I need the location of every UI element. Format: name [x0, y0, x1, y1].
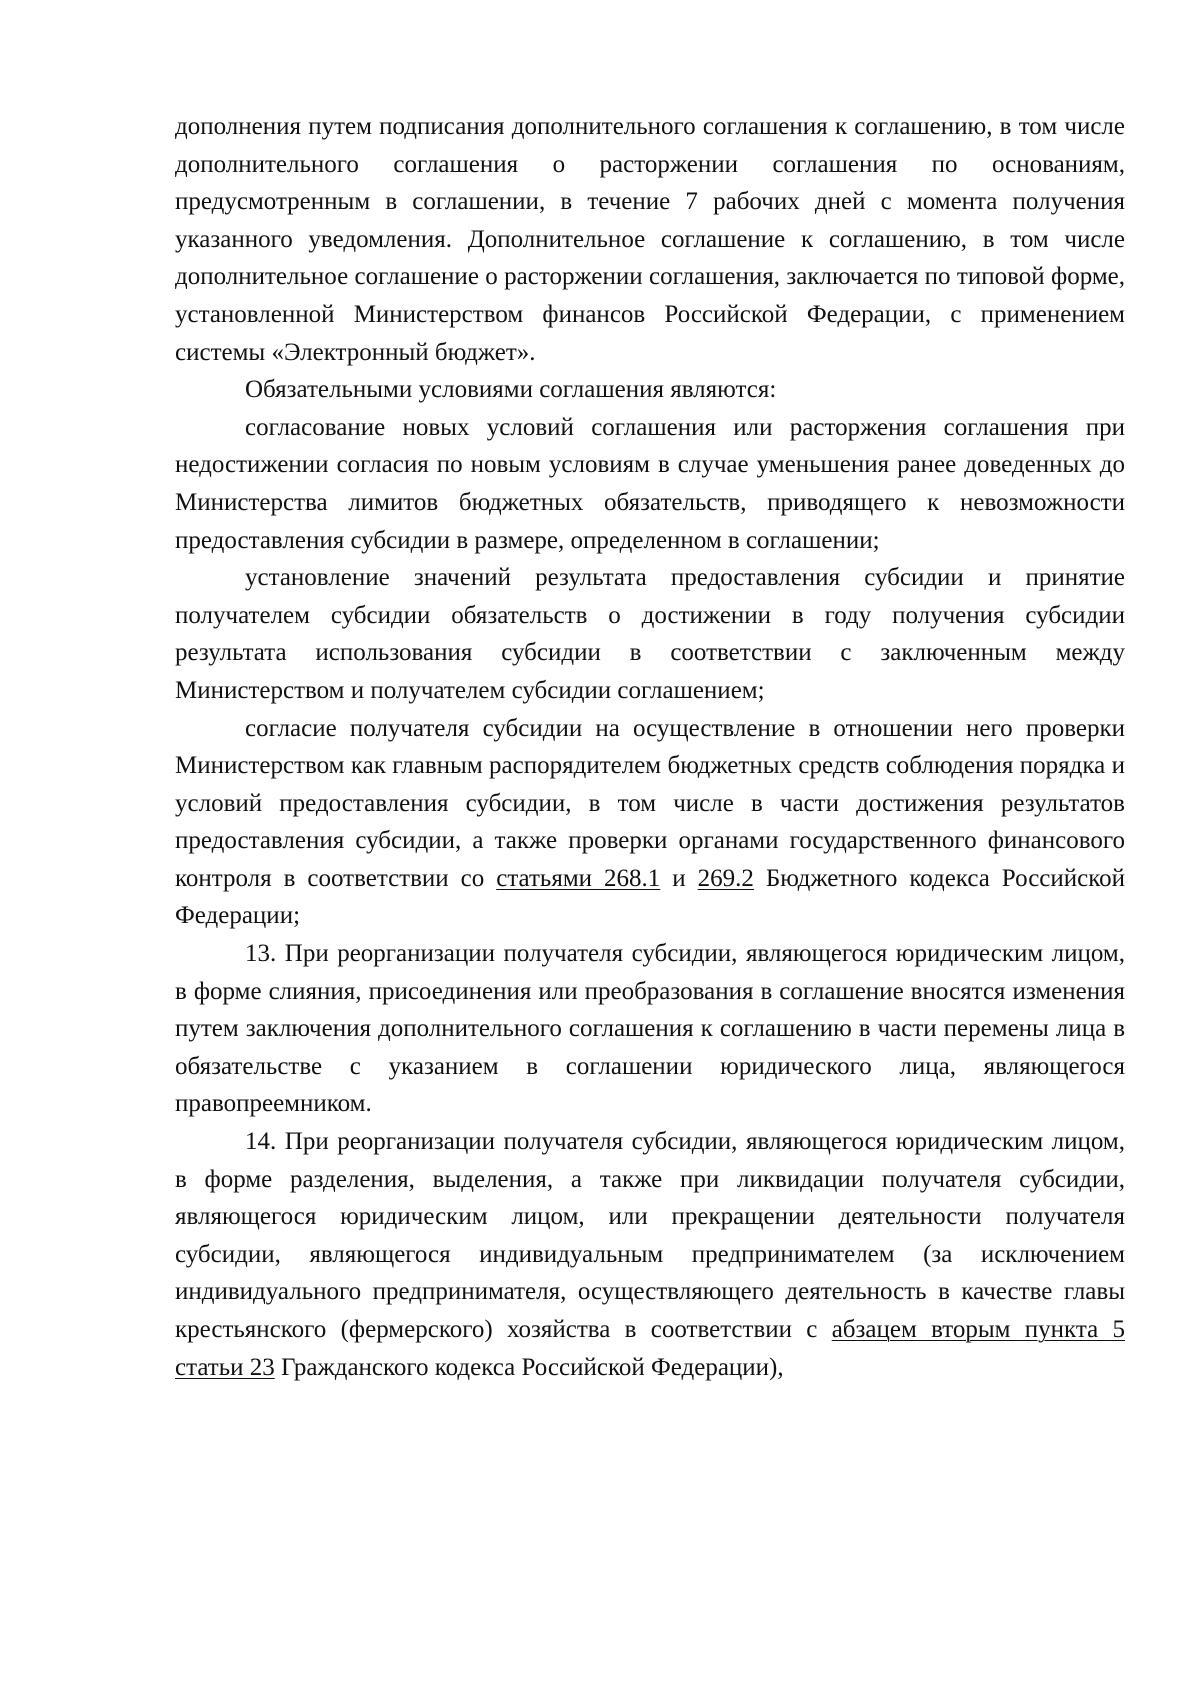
paragraph-condition-inspection: [175, 710, 1125, 936]
paragraph-conditions-intro: Обязательными условиями соглашения являются:: [245, 376, 777, 404]
paragraph-text: 14. При реорганизации получателя субсидии, являющегося юридическим лицом, в форме разделения, выделения, а также при ликвидации получателя субсидии, являющегося юридическим лицом, или прекращении деятельности получателя субсидии, являющегося индивидуальным предпринимателем (за исключением индивидуального предпринимателя, осуществляющего деятельность в качестве главы крестьянского (фермерского) хозяйства в соответствии с: [175, 1128, 1125, 1343]
paragraph-text: Гражданского кодекса Российской Федерации),: [274, 1353, 784, 1381]
paragraph-text: согласие получателя субсидии на осуществление в отношении него проверки Министерством как главным распорядителем бюджетных средств соблюдения порядка и условий предоставления субсидии, в том числе в части достижения результатов предоставления субсидии, а также проверки органами государственного финансового контроля в соответствии со: [175, 714, 1125, 892]
document-page: [175, 108, 1125, 1386]
paragraph-continuation: дополнения путем подписания дополнительного соглашения к соглашению, в том числе дополнительного соглашения о расторжении соглашения по основаниям, предусмотренным в соглашении, в течение 7 рабочих дней с момента получения указанного уведомления. Дополнительное соглашение к соглашению, в том числе дополнительное соглашение о расторжении соглашения, заключается по типовой форме, установленной Министерством финансов Российской Федерации, с применением системы «Электронный бюджет».: [175, 113, 1125, 366]
paragraph-text: Бюджетного кодекса Российской Федерации;: [175, 864, 1125, 930]
paragraph-item-13: 13. При реорганизации получателя субсидии, являющегося юридическим лицом, в форме слияния, присоединения или преобразования в соглашение вносятся изменения путем заключения дополнительного соглашения к соглашению в части перемены лица в обязательстве с указанием в соглашении юридического лица, являющегося правопреемником.: [175, 940, 1125, 1118]
paragraph-condition-agreement-terms: согласование новых условий соглашения или расторжения соглашения при недостижении согласия по новым условиям в случае уменьшения ранее доведенных до Министерства лимитов бюджетных обязательств, приводящего к невозможности предоставления субсидии в размере, определенном в соглашении;: [175, 413, 1125, 554]
paragraph-item-14: [175, 1123, 1125, 1386]
link-civil-code-article-23[interactable]: абзацем вторым пункта 5 статьи 23: [175, 1316, 1125, 1381]
paragraph-text: и: [660, 864, 698, 892]
paragraph-condition-results: установление значений результата предоставления субсидии и принятие получателем субсидии обязательств о достижении в году получения субсидии результата использования субсидии в соответствии с заключенным между Министерством и получателем субсидии соглашением;: [175, 564, 1125, 704]
link-articles-268-1[interactable]: статьями 268.1: [496, 864, 661, 892]
link-article-269-2[interactable]: 269.2: [697, 864, 754, 892]
